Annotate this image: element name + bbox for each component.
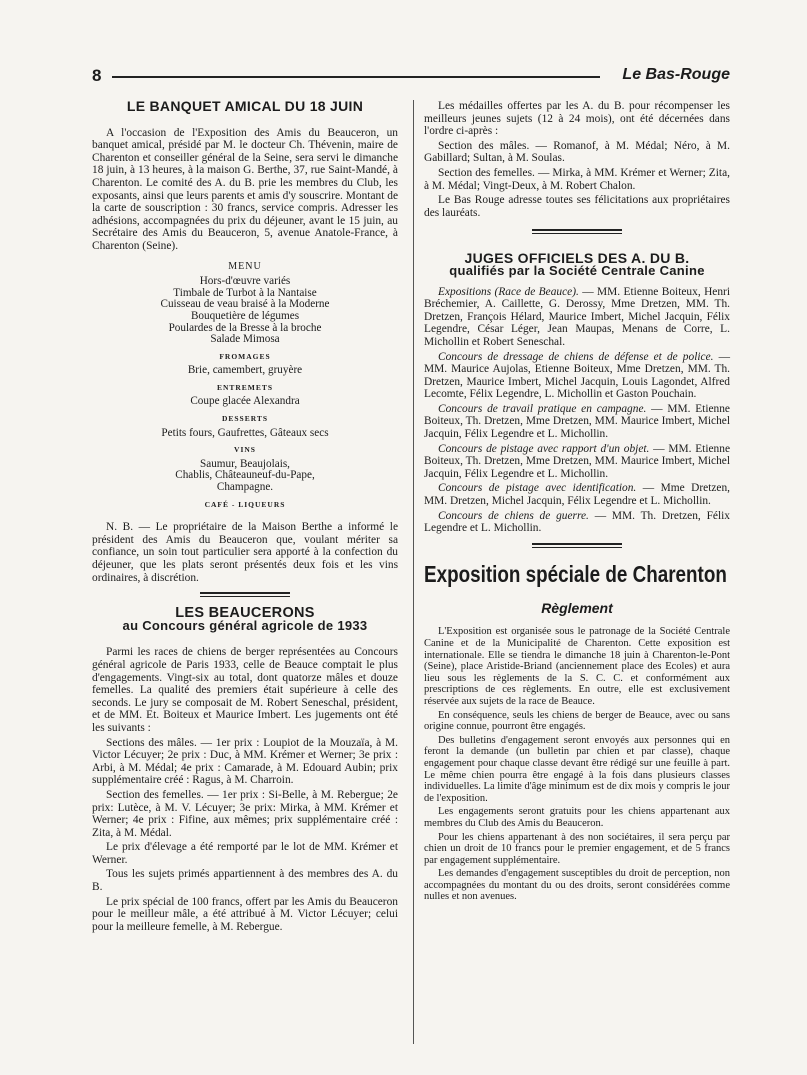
- menu-fromages: Brie, camembert, gruyère: [187, 364, 303, 377]
- beaucerons-prix-special: Le prix spécial de 100 francs, offert par les Amis du Beauceron pour le meilleur mâle, a été attribué à M. Victor Lécuyer; celui pour la meilleure femelle, à M. Rebergue.: [92, 895, 398, 933]
- juges-entry: [424, 403, 730, 441]
- reglement-p1: L'Exposition est organisée sous le patronage de la Société Centrale Canine et de la Municipalité de Charenton. Cette exposition est internationale. Elle se tiendra le dimanche 18 juin à Charenton-le-Pont (Seine), place Aristide-Briand (anciennement place des Ecoles) et aura lieu sous les règlements de la S. C. C. et conformément aux prescriptions de ces règlements. En outre, elle est exclusivement réservée aux sujets de la race de Beauce.: [424, 626, 730, 707]
- menu-entremets-title: ENTREMETS: [216, 382, 274, 392]
- menu-entremets: Coupe glacée Alexandra: [190, 395, 300, 408]
- medailles-males: Section des mâles. — Romanof, à M. Médal; Néro, à M. Gabillard; Sultan, à M. Soulas.: [424, 139, 730, 165]
- juges-entry-label: Concours de pistage avec identification.: [438, 482, 637, 495]
- banquet-title: LE BANQUET AMICAL DU 18 JUIN: [126, 98, 364, 114]
- exposition-title: Exposition spéciale de Charenton: [424, 560, 727, 587]
- juges-entry: [424, 482, 730, 507]
- juges-entry-text: — MM. Th. Dretzen, Félix Legendre et L. Michollin.: [424, 509, 730, 535]
- beaucerons-males: Sections des mâles. — 1er prix : Loupiot de la Mouzaïa, à M. Victor Lécuyer; 2e prix : Duc, à MM. Krémer et Werner; 3e prix : Arbi, à M. Médal; 4e prix : Camarade, à M. Edouard Aubin; prix supplémentaire créé : Ragus, à M. Charroin.: [92, 736, 398, 787]
- running-title: Le Bas-Rouge: [622, 66, 730, 83]
- menu-desserts-title: DESSERTS: [221, 414, 269, 424]
- banquet-menu: [92, 261, 398, 512]
- juges-entry-label: Concours de pistage avec rapport d'un objet.: [438, 442, 650, 455]
- reglement-body: [424, 626, 730, 903]
- section-separator: [532, 543, 622, 548]
- juges-entry-text: — MM. Etienne Boiteux, Henri Bréchemier, A. Caillette, G. Derossy, Mme Dretzen, MM. Th. Dretzen, François Hélard, Maurice Imbert, Michel Jacquin, Félix Legendre, César Léger, Jean Maupas, Menans de Corre, L. Michollin et Robert Seneschal.: [424, 285, 730, 348]
- reglement-p3: Des bulletins d'engagement seront envoyés aux personnes qui en feront la demande (un bulletin par chien et par classe), chaque engagement pour chaque classe devant être rédigé sur une feuille à part. Le même chien pourra être engagé à la fois dans plusieurs classes individuelles. La limite d'âge minimum est de dix mois y compris le jour de l'exposition.: [424, 734, 730, 804]
- medailles-femelles: Section des femelles. — Mirka, à MM. Krémer et Werner; Zita, à M. Médal; Vingt-Deux, à M. Robert Chalon.: [424, 166, 730, 192]
- reglement-p6: Les demandes d'engagement susceptibles du droit de perception, non accompagnées du montant du ou des droits, seront considérées comme nulles et non avenues.: [424, 868, 730, 903]
- juges-entry: [424, 510, 730, 535]
- menu-desserts: Petits fours, Gaufrettes, Gâteaux secs: [161, 426, 329, 439]
- right-column: [424, 96, 730, 905]
- juges-entry-label: Concours de travail pratique en campagne.: [438, 402, 647, 415]
- juges-entry-label: Expositions (Race de Beauce).: [438, 285, 579, 298]
- section-separator: [200, 592, 290, 597]
- column-divider: [413, 100, 414, 1044]
- menu-main-dishes: Hors-d'œuvre variés Timbale de Turbot à la Nantaise Cuisseau de veau braisé à la Moderne Bouquetière de légumes Poulardes de la Bresse à la broche Salade Mimosa: [160, 275, 330, 346]
- juges-entry: [424, 351, 730, 401]
- page-number: 8: [92, 66, 102, 85]
- juges-entry-text: — MM. Maurice Aujolas, Etienne Boiteux, Mme Dretzen, MM. Th. Dretzen, Maurice Imbert, Michel Jacquin, Louis Lagondet, Alfred Lecomte, Félix Legendre, L. Michollin et Gaston Pouchain.: [424, 350, 730, 401]
- exposition-subtitle: Règlement: [541, 599, 613, 616]
- reglement-p2: En conséquence, seuls les chiens de berger de Beauce, avec ou sans origine connue, pourront être engagés.: [424, 709, 730, 733]
- juges-entry: [424, 443, 730, 481]
- beaucerons-title: LES BEAUCERONS: [175, 605, 315, 622]
- juges-entry-text: — MM. Etienne Boiteux, Th. Dretzen, Mme Dretzen, MM. Maurice Imbert, Michel Jacquin, Félix Legendre et L. Michollin.: [424, 442, 730, 480]
- header-rule: [112, 76, 600, 78]
- juges-entry: [424, 286, 730, 349]
- banquet-nb: N. B. — Le propriétaire de la Maison Berthe a informé le président des Amis du Beauceron que, voulant mériter sa confiance, un soin tout particulier sera apporté à la confection du déjeuner, que les plats seront présentés deux fois et les vins ordinaires, à discrétion.: [92, 521, 398, 584]
- banquet-intro: A l'occasion de l'Exposition des Amis du Beauceron, un banquet amical, présidé par M. le docteur Ch. Thévenin, maire de Charenton et conseiller général de la Seine, sera servi le dimanche 18 juin, à 13 heures, à la maison G. Berthe, 37, rue Saint-Mandé, à Charenton. Le comité des A. du B. prie les membres du Club, les exposants, ainsi que leurs parents et amis d'y souscrire. Montant de la carte de souscription : 30 francs, service compris. Adresser les adhésions, accompagnées du prix du déjeuner, avant le 15 juin, au Secrétaire des Amis du Beauceron, 5, avenue Anatole-France, à Charenton (Seine).: [92, 126, 398, 252]
- menu-vins-title: VINS: [234, 445, 256, 455]
- beaucerons-femelles: Section des femelles. — 1er prix : Si-Belle, à M. Rebergue; 2e prix: Lutèce, à M. V. Lécuyer; 3e prix: Mirka, à MM. Krémer et Werner; 4e prix : Fifine, aux mêmes; prix supplémentaire créé : Zita, à M. Médal.: [92, 788, 398, 839]
- juges-entry-text: — MM. Etienne Boiteux, Th. Dretzen, Mme Dretzen, MM. Maurice Imbert, Michel Jacquin, Félix Legendre et L. Michollin.: [424, 402, 730, 441]
- reglement-p5: Pour les chiens appartenant à des non sociétaires, il sera perçu par chien un droit de 10 francs pour le premier engagement, et de 5 francs par engagement supplémentaire.: [424, 831, 730, 866]
- reglement-p4: Les engagements seront gratuits pour les chiens appartenant aux membres du Club des Amis du Beauceron.: [424, 806, 730, 829]
- juges-list: [424, 286, 730, 535]
- beaucerons-members: Tous les sujets primés appartiennent à des membres des A. du B.: [92, 868, 398, 894]
- juges-title: JUGES OFFICIELS DES A. DU B.: [464, 250, 690, 267]
- menu-vins: Saumur, Beaujolais, Chablis, Châteauneuf-du-Pape, Champagne.: [175, 457, 315, 494]
- medailles-felicitations: Le Bas Rouge adresse toutes ses félicitations aux propriétaires des lauréats.: [424, 194, 730, 219]
- section-separator: [532, 229, 622, 234]
- left-column: [92, 96, 398, 935]
- page-header: [92, 62, 730, 90]
- beaucerons-subtitle: au Concours général agricole de 1933: [122, 617, 368, 633]
- juges-entry-label: Concours de chiens de guerre.: [438, 509, 589, 522]
- beaucerons-elevage: Le prix d'élevage a été remporté par le lot de MM. Krémer et Werner.: [92, 841, 398, 866]
- menu-title: MENU: [228, 260, 262, 272]
- juges-subtitle: qualifiés par la Société Centrale Canine: [449, 262, 705, 278]
- menu-fromages-title: FROMAGES: [219, 351, 271, 361]
- juges-entry-label: Concours de dressage de chiens de défense et de police.: [438, 350, 714, 363]
- beaucerons-p1: Parmi les races de chiens de berger représentées au Concours général agricole de Paris 1933, celle de Beauce comptait le plus d'engagements. Vingt-six au total, dont quatorze mâles et douze femelles. La qualité des premiers était supérieure à celle des seconds. Le jury se composait de M. Robert Seneschal, président, et de MM. Et. Boiteux et Maurice Imbert. Les jugements ont été les suivants :: [92, 646, 398, 734]
- menu-cafe: CAFÉ - LIQUEURS: [204, 499, 286, 509]
- medailles-p1: Les médailles offertes par les A. du B. pour récompenser les meilleurs jeunes sujets (12 à 24 mois), ont été décernées dans l'ordre ci-après :: [424, 100, 730, 138]
- juges-entry-text: — Mme Dretzen, MM. Dretzen, Michel Jacquin, Félix Legendre et L. Michollin.: [424, 482, 731, 508]
